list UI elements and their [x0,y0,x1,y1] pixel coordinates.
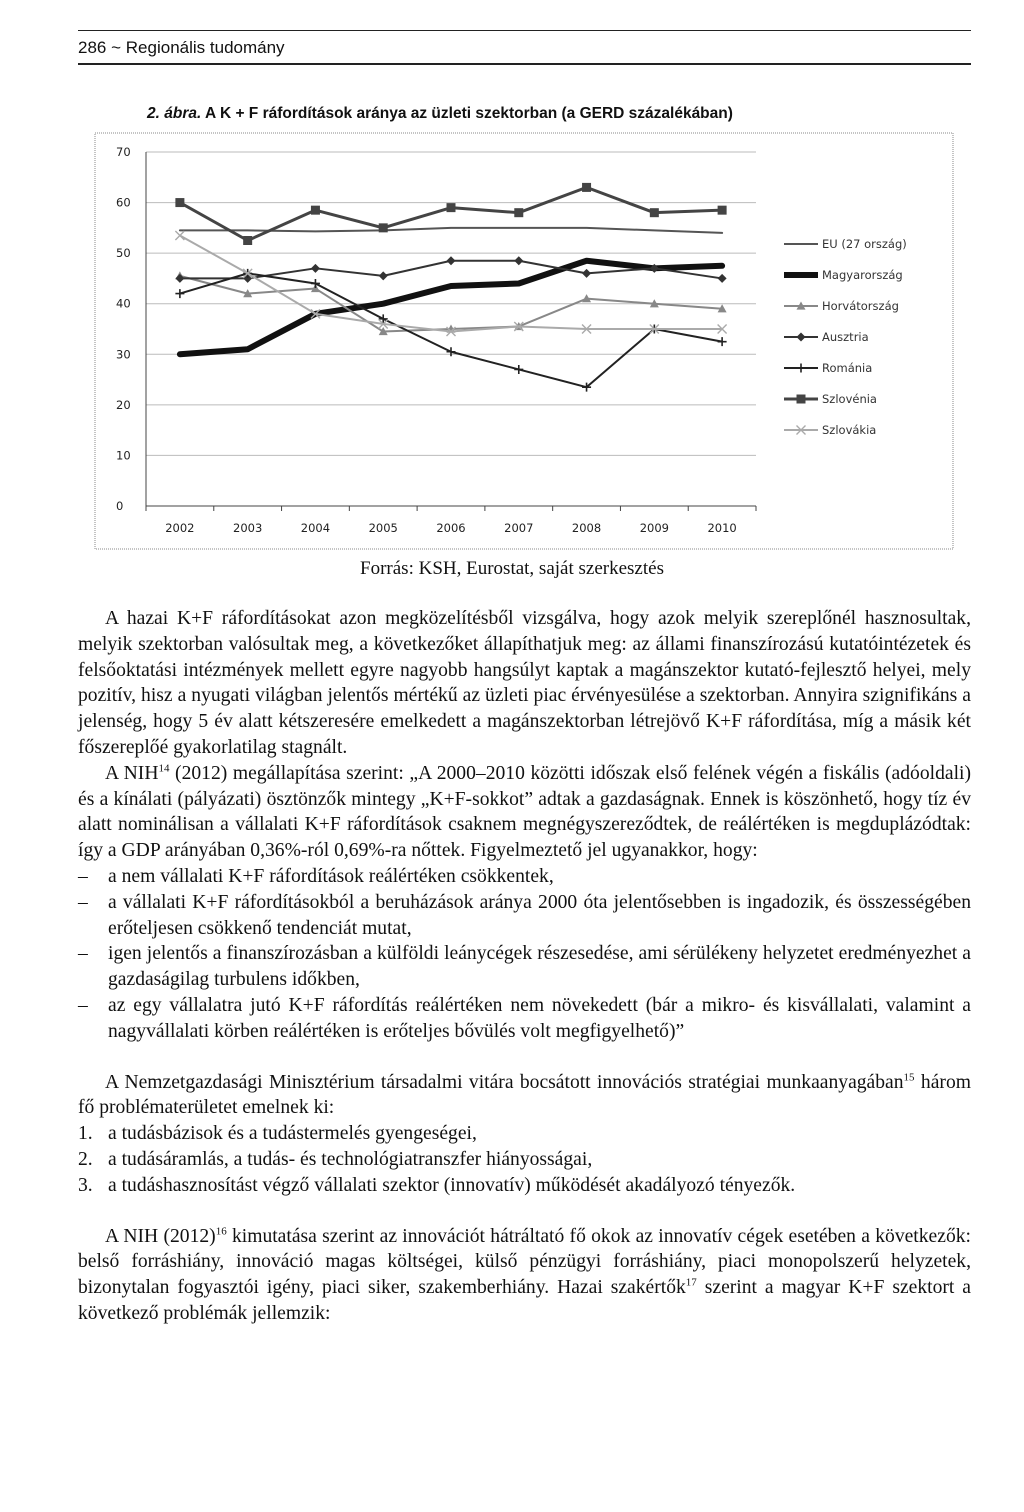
x-tick-label: 2005 [368,521,398,535]
y-tick-label: 20 [116,397,131,412]
dash-list-item [78,864,971,890]
data-point [311,264,320,273]
data-point [718,206,727,215]
paragraph-2 [78,761,971,864]
y-tick-label: 30 [116,347,131,362]
legend-marker [797,395,806,404]
series-line [180,228,722,233]
data-point [311,206,320,215]
legend-label: Szlovénia [822,392,877,406]
data-point [582,269,591,278]
legend-label: Románia [822,361,873,375]
running-head [78,38,971,58]
footnote-ref-14: 14 [158,762,170,775]
dash-item-text: az egy vállalatra jutó K+F ráfordítás reálértéken nem növekedett (bár a mikro- és kisvállalati, valamint a nagyvállalati körben reálértéken is erőteljes bővülés volt megfigyelhető)” [108,994,971,1042]
numbered-list [78,1121,971,1198]
dash-item-text: a vállalati K+F ráfordításokból a beruházások aránya 2000 óta jelentősebben is ingadozik, és összességében erőteljesen csökkenő tendenciát mutat, [108,891,971,939]
line-chart [94,132,954,552]
p4-start: A NIH (2012) [105,1225,216,1247]
page-number: 286 [78,38,107,57]
header-rule-bottom [78,63,971,65]
p2-start: A NIH [105,762,159,784]
running-title: Regionális tudomány [125,38,285,57]
data-point [447,203,456,212]
figure-source: Forrás: KSH, Eurostat, saját szerkesztés [360,558,664,579]
y-tick-label: 10 [116,448,131,463]
p4-end: szerint a magyar K+F szektort a következő problémák jellemzik: [78,1277,971,1324]
paragraph-3 [78,1070,971,1122]
data-point [175,231,184,240]
y-tick-label: 0 [116,499,124,513]
dash-marker: – [78,891,88,913]
paragraph-1: A hazai K+F ráfordításokat azon megközelítésből vizsgálva, hogy azok melyik szereplőnél hasznosultak, melyik szektorban valósultak meg, a következőket állapíthatjuk meg: az állami finanszírozású kutatóintézetek és felsőoktatási intézmények mellett egyre nagyobb hangsúlyt kaptak a magánszektor kutató-fejlesztő helyei, mely pozitív, hisz a nyugati világban jelentős mértékű az üzleti piac érvényesülése a szektorban. Annyira szignifikáns a jelenség, hogy 5 év alatt kétszeresére emelkedett a magánszektorban létrejövő K+F ráfordítása, míg a másik két főszereplőé gyakorlatilag stagnált. [78,608,971,758]
data-point [175,274,184,283]
dash-item-text: a nem vállalati K+F ráfordítások reálértéken csökkentek, [108,865,554,887]
x-tick-label: 2010 [707,521,737,535]
x-tick-label: 2002 [165,521,195,535]
y-tick-label: 60 [116,195,131,210]
numbered-list-item [78,1121,971,1147]
numbered-list-item [78,1173,971,1199]
p2-rest: (2012) megállapítása szerint: „A 2000–2010 közötti időszak első felének végén a fiskális (adóoldali) és a kínálati (pályázati) ösztönzők mintegy „K+F-sokkot” adtak a gazdaságnak. Ennek is köszönhető, hogy tíz év alatt nominálisan a vállalati K+F ráfordítások csaknem megnégyszereződtek, de reálértéken is megduplázódtak: így a GDP arányában 0,36%-ról 0,69%-ra nőttek. Figyelmeztető jel ugyanakkor, hogy: [78,762,971,862]
data-point [175,198,184,207]
data-point [514,365,523,374]
data-point [379,271,388,280]
chart-container [94,132,954,552]
dash-list-item [78,941,971,993]
x-tick-label: 2006 [436,521,466,535]
figure-title [147,105,947,123]
dash-marker: – [78,943,88,965]
legend-label: EU (27 ország) [822,237,907,251]
series-line [180,187,722,240]
figure-caption: A K + F ráfordítások aránya az üzleti szektorban (a GERD százalékában) [205,105,733,122]
y-tick-label: 70 [116,145,131,159]
list-number: 3. [78,1174,93,1196]
data-point [650,208,659,217]
x-tick-label: 2009 [639,521,669,535]
data-point [718,337,727,346]
legend-label: Horvátország [822,299,899,313]
legend-marker [797,333,806,342]
data-point [379,314,388,323]
dash-marker: – [78,865,88,887]
data-point [311,279,320,288]
x-tick-label: 2003 [233,521,263,535]
legend-label: Magyarország [822,268,903,282]
numbered-item-text: a tudásbázisok és a tudástermelés gyengeségei, [108,1123,477,1145]
legend-label: Ausztria [822,330,869,344]
x-tick-label: 2008 [571,521,602,535]
data-point [447,347,456,356]
legend-label: Szlovákia [822,423,877,437]
header-separator: ~ [111,38,122,57]
spacer [78,1045,971,1070]
p4-middle: kimutatása szerint az innovációt hátráltató fő okok az innovatív cégek esetében a következők: belső forráshiány, innováció magas költségei, külső pénzügyi forráshiány, piaci monopolszerű helyzetek, bizonytalan fogyasztói igény, piaci siker, szakemberhiány. Hazai szakértők [78,1225,971,1299]
x-tick-label: 2007 [504,521,534,535]
data-point [379,223,388,232]
data-point [718,274,727,283]
spacer [78,1199,971,1224]
numbered-item-text: a tudásáramlás, a tudás- és technológiatranszfer hiányosságai, [108,1148,593,1170]
data-point [514,256,523,265]
paragraph-4 [78,1224,971,1327]
numbered-list-item [78,1147,971,1173]
p3-rest: három fő problématerületet emelnek ki: [78,1071,971,1119]
legend-marker [797,364,806,373]
figure-label: 2. ábra. [147,105,202,122]
numbered-item-text: a tudáshasznosítást végző vállalati szektor (innovatív) működését akadályozó tényezők. [108,1174,796,1196]
data-point [175,289,184,298]
list-number: 1. [78,1123,93,1145]
data-point [447,256,456,265]
dash-list [78,864,971,1045]
dash-list-item [78,993,971,1045]
data-point [243,236,252,245]
dash-marker: – [78,994,88,1016]
y-tick-label: 50 [116,246,131,261]
data-point [582,183,591,192]
data-point [514,208,523,217]
footnote-ref-15: 15 [903,1071,915,1084]
header-rule-top [78,30,971,31]
body-text [78,606,971,1327]
footnote-ref-16: 16 [215,1225,227,1237]
x-tick-label: 2004 [300,521,331,535]
list-number: 2. [78,1148,93,1170]
dash-list-item [78,890,971,942]
y-tick-label: 40 [116,296,131,311]
footnote-ref-17: 17 [685,1276,697,1289]
p3-start: A Nemzetgazdasági Minisztérium társadalmi vitára bocsátott innovációs stratégiai munkaanyagában [105,1071,904,1093]
dash-item-text: igen jelentős a finanszírozásban a külföldi leánycégek részesedése, ami sérülékeny helyzetet eredményezhet a gazdaságilag turbulens időkben, [108,943,971,991]
